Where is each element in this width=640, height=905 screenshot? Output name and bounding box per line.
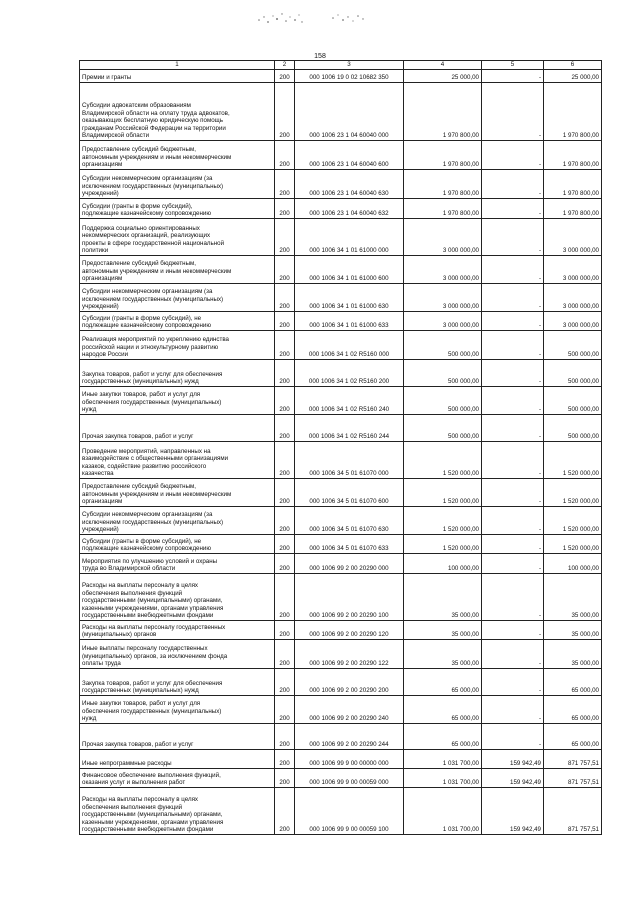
remaining-amount-cell: 871 757,51 (544, 788, 602, 835)
approved-amount-cell: 65 000,00 (404, 669, 482, 696)
remaining-amount-cell: 65 000,00 (544, 669, 602, 696)
table-row (80, 141, 602, 170)
budget-code-cell: 000 1006 23 1 04 60040 000 (295, 83, 404, 141)
expense-name-cell: Финансовое обеспечение выполнения функций, оказания услуг и выполнения работ (80, 769, 275, 788)
expense-name-cell: Субсидии адвокатским образованиям Владимирской области на оплату труда адвокатов, оказывающих бесплатную юридическую помощь гражданам Российской Федерации на территории Владимирской области (80, 83, 275, 141)
approved-amount-cell: 65 000,00 (404, 724, 482, 750)
expense-name-cell: Проведение мероприятий, направленных на взаимодействие с общественными организациями казаков, содействие развитию российского казачества (80, 442, 275, 479)
line-code-cell: 200 (275, 788, 295, 835)
executed-amount-cell: - (482, 442, 544, 479)
line-code-cell: 200 (275, 70, 295, 83)
budget-code-cell: 000 1006 99 2 00 20290 100 (295, 574, 404, 621)
line-code-cell: 200 (275, 640, 295, 669)
remaining-amount-cell: 65 000,00 (544, 696, 602, 724)
expense-name-cell: Поддержка социально ориентированных некоммерческих организаций, реализующих проекты в сфере государственной национальной политики (80, 219, 275, 256)
remaining-amount-cell: 25 000,00 (544, 70, 602, 83)
executed-amount-cell: - (482, 256, 544, 284)
executed-amount-cell: - (482, 199, 544, 219)
column-number-row (80, 61, 602, 70)
table-row (80, 507, 602, 535)
expense-name-cell: Закупка товаров, работ и услуг для обеспечения государственных (муниципальных) нужд (80, 669, 275, 696)
budget-code-cell: 000 1006 34 1 01 61000 630 (295, 284, 404, 312)
approved-amount-cell: 65 000,00 (404, 696, 482, 724)
executed-amount-cell: - (482, 535, 544, 554)
budget-code-cell: 000 1006 34 1 02 R5160 244 (295, 415, 404, 442)
table-row (80, 788, 602, 835)
budget-code-cell: 000 1006 34 1 02 R5160 200 (295, 360, 404, 387)
table-row (80, 199, 602, 219)
table-row (80, 256, 602, 284)
table-row (80, 574, 602, 621)
table-row (80, 554, 602, 574)
expense-name-cell: Прочая закупка товаров, работ и услуг (80, 415, 275, 442)
remaining-amount-cell: 500 000,00 (544, 360, 602, 387)
remaining-amount-cell: 1 520 000,00 (544, 442, 602, 479)
col-header-1: 1 (80, 61, 275, 70)
line-code-cell: 200 (275, 83, 295, 141)
table-row (80, 750, 602, 769)
line-code-cell: 200 (275, 256, 295, 284)
line-code-cell: 200 (275, 621, 295, 640)
executed-amount-cell: - (482, 70, 544, 83)
line-code-cell: 200 (275, 331, 295, 360)
executed-amount-cell: - (482, 331, 544, 360)
expense-name-cell: Закупка товаров, работ и услуг для обеспечения государственных (муниципальных) нужд (80, 360, 275, 387)
expense-name-cell: Иные закупки товаров, работ и услуг для обеспечения государственных (муниципальных) нужд (80, 387, 275, 415)
approved-amount-cell: 35 000,00 (404, 574, 482, 621)
approved-amount-cell: 35 000,00 (404, 640, 482, 669)
approved-amount-cell: 3 000 000,00 (404, 312, 482, 331)
expense-name-cell: Субсидии (гранты в форме субсидий), не подлежащие казначейскому сопровождению (80, 312, 275, 331)
table-row (80, 83, 602, 141)
budget-code-cell: 000 1006 99 2 00 20290 244 (295, 724, 404, 750)
approved-amount-cell: 1 520 000,00 (404, 507, 482, 535)
approved-amount-cell: 100 000,00 (404, 554, 482, 574)
budget-code-cell: 000 1006 99 2 00 20290 200 (295, 669, 404, 696)
approved-amount-cell: 1 520 000,00 (404, 479, 482, 507)
expense-name-cell: Субсидии (гранты в форме субсидий), подлежащие казначейскому сопровождению (80, 199, 275, 219)
budget-code-cell: 000 1006 34 1 02 R5160 240 (295, 387, 404, 415)
expense-name-cell: Расходы на выплаты персоналу государственных (муниципальных) органов (80, 621, 275, 640)
budget-code-cell: 000 1006 34 5 01 61070 633 (295, 535, 404, 554)
budget-code-cell: 000 1006 34 1 02 R5160 000 (295, 331, 404, 360)
expense-name-cell: Предоставление субсидий бюджетным, автономным учреждениям и иным некоммерческим организациям (80, 141, 275, 170)
col-header-5: 5 (482, 61, 544, 70)
executed-amount-cell: 159 942,49 (482, 788, 544, 835)
line-code-cell: 200 (275, 199, 295, 219)
executed-amount-cell: - (482, 360, 544, 387)
remaining-amount-cell: 1 970 800,00 (544, 83, 602, 141)
expense-name-cell: Субсидии (гранты в форме субсидий), не подлежащие казначейскому сопровождению (80, 535, 275, 554)
executed-amount-cell: - (482, 574, 544, 621)
expense-name-cell: Предоставление субсидий бюджетным, автономным учреждениям и иным некоммерческим организациям (80, 256, 275, 284)
executed-amount-cell: 159 942,49 (482, 750, 544, 769)
approved-amount-cell: 1 970 800,00 (404, 199, 482, 219)
executed-amount-cell: - (482, 507, 544, 535)
scan-noise-mark (255, 8, 375, 28)
line-code-cell: 200 (275, 219, 295, 256)
table-row (80, 219, 602, 256)
budget-code-cell: 000 1006 34 1 01 61000 633 (295, 312, 404, 331)
budget-code-cell: 000 1006 99 2 00 20290 120 (295, 621, 404, 640)
approved-amount-cell: 3 000 000,00 (404, 256, 482, 284)
remaining-amount-cell: 871 757,51 (544, 750, 602, 769)
executed-amount-cell: - (482, 387, 544, 415)
line-code-cell: 200 (275, 170, 295, 199)
remaining-amount-cell: 35 000,00 (544, 574, 602, 621)
table-row (80, 669, 602, 696)
expense-name-cell: Субсидии некоммерческим организациям (за исключением государственных (муниципальных) учреждений) (80, 170, 275, 199)
line-code-cell: 200 (275, 750, 295, 769)
budget-code-cell: 000 1006 23 1 04 60040 632 (295, 199, 404, 219)
table-row (80, 360, 602, 387)
col-header-6: 6 (544, 61, 602, 70)
remaining-amount-cell: 3 000 000,00 (544, 312, 602, 331)
budget-code-cell: 000 1006 99 9 00 00059 000 (295, 769, 404, 788)
executed-amount-cell: - (482, 415, 544, 442)
line-code-cell: 200 (275, 442, 295, 479)
budget-code-cell: 000 1006 19 0 02 10682 350 (295, 70, 404, 83)
expense-name-cell: Прочая закупка товаров, работ и услуг (80, 724, 275, 750)
executed-amount-cell: - (482, 669, 544, 696)
executed-amount-cell: - (482, 170, 544, 199)
budget-code-cell: 000 1006 99 2 00 20290 000 (295, 554, 404, 574)
table-row (80, 621, 602, 640)
table-row (80, 640, 602, 669)
remaining-amount-cell: 35 000,00 (544, 621, 602, 640)
line-code-cell: 200 (275, 507, 295, 535)
remaining-amount-cell: 1 520 000,00 (544, 479, 602, 507)
expense-name-cell: Субсидии некоммерческим организациям (за исключением государственных (муниципальных) учреждений) (80, 507, 275, 535)
executed-amount-cell: - (482, 312, 544, 331)
col-header-3: 3 (295, 61, 404, 70)
approved-amount-cell: 1 031 700,00 (404, 788, 482, 835)
approved-amount-cell: 1 970 800,00 (404, 170, 482, 199)
expense-name-cell: Иные непрограммные расходы (80, 750, 275, 769)
remaining-amount-cell: 100 000,00 (544, 554, 602, 574)
table-row (80, 442, 602, 479)
executed-amount-cell: - (482, 284, 544, 312)
remaining-amount-cell: 500 000,00 (544, 415, 602, 442)
budget-code-cell: 000 1006 34 1 01 61000 600 (295, 256, 404, 284)
approved-amount-cell: 1 031 700,00 (404, 769, 482, 788)
remaining-amount-cell: 3 000 000,00 (544, 256, 602, 284)
budget-table (79, 60, 602, 835)
expense-name-cell: Предоставление субсидий бюджетным, автономным учреждениям и иным некоммерческим организациям (80, 479, 275, 507)
table-row (80, 415, 602, 442)
approved-amount-cell: 1 520 000,00 (404, 535, 482, 554)
approved-amount-cell: 500 000,00 (404, 415, 482, 442)
remaining-amount-cell: 1 520 000,00 (544, 507, 602, 535)
table-row (80, 312, 602, 331)
expense-name-cell: Реализация мероприятий по укреплению единства российской нации и этнокультурному развитию народов России (80, 331, 275, 360)
table-row (80, 479, 602, 507)
expense-name-cell: Мероприятия по улучшению условий и охраны труда во Владимирской области (80, 554, 275, 574)
budget-code-cell: 000 1006 34 5 01 61070 630 (295, 507, 404, 535)
line-code-cell: 200 (275, 479, 295, 507)
line-code-cell: 200 (275, 554, 295, 574)
executed-amount-cell: - (482, 554, 544, 574)
expense-name-cell: Расходы на выплаты персоналу в целях обеспечения выполнения функций государственными (муниципальными) органами, казенными учреждениями, органами управления государственными внебюджетными фондами (80, 788, 275, 835)
budget-code-cell: 000 1006 34 1 01 61000 000 (295, 219, 404, 256)
executed-amount-cell: - (482, 141, 544, 170)
table-body (80, 70, 602, 835)
expense-name-cell: Премии и гранты (80, 70, 275, 83)
line-code-cell: 200 (275, 574, 295, 621)
remaining-amount-cell: 1 520 000,00 (544, 535, 602, 554)
budget-code-cell: 000 1006 23 1 04 60040 630 (295, 170, 404, 199)
budget-code-cell: 000 1006 99 2 00 20290 240 (295, 696, 404, 724)
table-row (80, 70, 602, 83)
approved-amount-cell: 35 000,00 (404, 621, 482, 640)
executed-amount-cell: 159 942,49 (482, 769, 544, 788)
budget-code-cell: 000 1006 23 1 04 60040 600 (295, 141, 404, 170)
page-number: 158 (314, 53, 326, 60)
executed-amount-cell: - (482, 219, 544, 256)
table-row (80, 331, 602, 360)
line-code-cell: 200 (275, 724, 295, 750)
table-row (80, 769, 602, 788)
line-code-cell: 200 (275, 141, 295, 170)
budget-code-cell: 000 1006 99 9 00 00000 000 (295, 750, 404, 769)
executed-amount-cell: - (482, 83, 544, 141)
approved-amount-cell: 25 000,00 (404, 70, 482, 83)
line-code-cell: 200 (275, 387, 295, 415)
budget-code-cell: 000 1006 99 2 00 20290 122 (295, 640, 404, 669)
table-row (80, 284, 602, 312)
col-header-4: 4 (404, 61, 482, 70)
budget-code-cell: 000 1006 34 5 01 61070 000 (295, 442, 404, 479)
line-code-cell: 200 (275, 769, 295, 788)
approved-amount-cell: 3 000 000,00 (404, 219, 482, 256)
approved-amount-cell: 500 000,00 (404, 331, 482, 360)
table-row (80, 170, 602, 199)
approved-amount-cell: 1 970 800,00 (404, 83, 482, 141)
executed-amount-cell: - (482, 696, 544, 724)
line-code-cell: 200 (275, 669, 295, 696)
remaining-amount-cell: 1 970 800,00 (544, 170, 602, 199)
remaining-amount-cell: 871 757,51 (544, 769, 602, 788)
executed-amount-cell: - (482, 479, 544, 507)
expense-name-cell: Расходы на выплаты персоналу в целях обеспечения выполнения функций государственными (муниципальными) органами, казенными учреждениями, органами управления государственными внебюджетными фондами (80, 574, 275, 621)
remaining-amount-cell: 65 000,00 (544, 724, 602, 750)
line-code-cell: 200 (275, 284, 295, 312)
line-code-cell: 200 (275, 312, 295, 331)
expense-name-cell: Иные закупки товаров, работ и услуг для обеспечения государственных (муниципальных) нужд (80, 696, 275, 724)
line-code-cell: 200 (275, 535, 295, 554)
approved-amount-cell: 3 000 000,00 (404, 284, 482, 312)
remaining-amount-cell: 3 000 000,00 (544, 284, 602, 312)
line-code-cell: 200 (275, 696, 295, 724)
budget-code-cell: 000 1006 34 5 01 61070 600 (295, 479, 404, 507)
remaining-amount-cell: 35 000,00 (544, 640, 602, 669)
remaining-amount-cell: 500 000,00 (544, 387, 602, 415)
expense-name-cell: Субсидии некоммерческим организациям (за исключением государственных (муниципальных) учреждений) (80, 284, 275, 312)
executed-amount-cell: - (482, 724, 544, 750)
table-row (80, 535, 602, 554)
remaining-amount-cell: 1 970 800,00 (544, 141, 602, 170)
remaining-amount-cell: 1 970 800,00 (544, 199, 602, 219)
col-header-2: 2 (275, 61, 295, 70)
executed-amount-cell: - (482, 621, 544, 640)
remaining-amount-cell: 500 000,00 (544, 331, 602, 360)
line-code-cell: 200 (275, 415, 295, 442)
remaining-amount-cell: 3 000 000,00 (544, 219, 602, 256)
line-code-cell: 200 (275, 360, 295, 387)
expense-name-cell: Иные выплаты персоналу государственных (муниципальных) органов, за исключением фонда оплаты труда (80, 640, 275, 669)
table-row (80, 696, 602, 724)
approved-amount-cell: 1 520 000,00 (404, 442, 482, 479)
table-row (80, 387, 602, 415)
executed-amount-cell: - (482, 640, 544, 669)
approved-amount-cell: 500 000,00 (404, 387, 482, 415)
table-row (80, 724, 602, 750)
budget-code-cell: 000 1006 99 9 00 00059 100 (295, 788, 404, 835)
approved-amount-cell: 500 000,00 (404, 360, 482, 387)
approved-amount-cell: 1 031 700,00 (404, 750, 482, 769)
approved-amount-cell: 1 970 800,00 (404, 141, 482, 170)
